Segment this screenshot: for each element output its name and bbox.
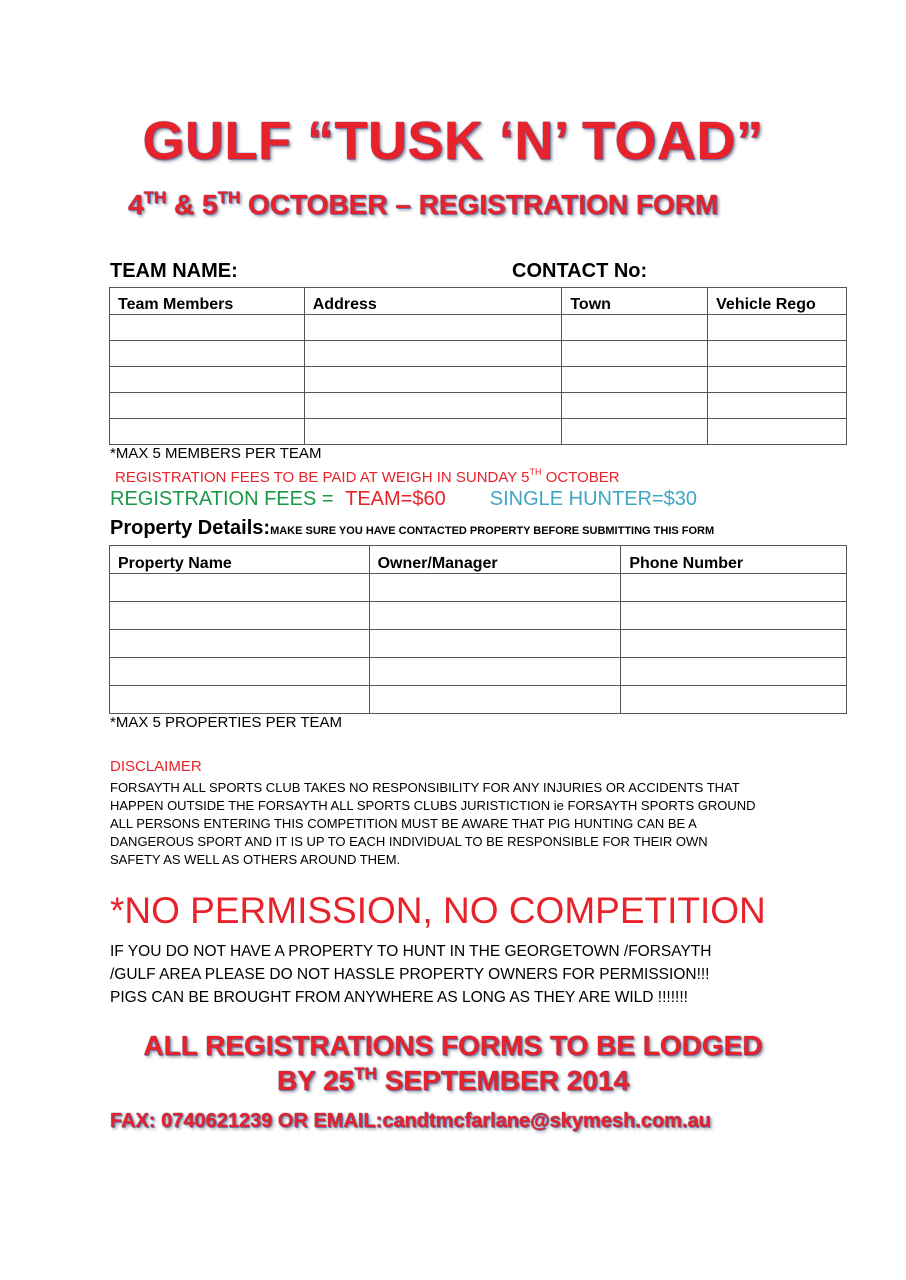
property-details-label: Property Details: bbox=[110, 517, 271, 539]
phone-number-cell[interactable] bbox=[621, 602, 847, 630]
disclaimer-heading: DISCLAIMER bbox=[110, 758, 202, 775]
table-row bbox=[110, 393, 847, 419]
member-town-cell[interactable] bbox=[562, 341, 708, 367]
column-header-property-name: Property Name bbox=[110, 546, 370, 574]
owner-manager-cell[interactable] bbox=[369, 686, 621, 714]
property-name-cell[interactable] bbox=[110, 630, 370, 658]
member-town-cell[interactable] bbox=[562, 367, 708, 393]
column-header-town: Town bbox=[562, 288, 708, 315]
form-title: GULF “TUSK ‘N’ TOAD” bbox=[142, 111, 764, 171]
property-contact-note: MAKE SURE YOU HAVE CONTACTED PROPERTY BEFORE SUBMITTING THIS FORM bbox=[270, 525, 715, 537]
column-header-team-members: Team Members bbox=[110, 288, 305, 315]
team-fee: TEAM=$60 bbox=[345, 488, 446, 510]
property-details-heading bbox=[110, 517, 714, 540]
table-row bbox=[110, 658, 847, 686]
fee-notice-text: REGISTRATION FEES TO BE PAID AT WEIGH IN SUNDAY 5 bbox=[115, 469, 530, 486]
property-name-cell[interactable] bbox=[110, 602, 370, 630]
subtitle-day2: & 5 bbox=[166, 189, 218, 220]
notice-line: /GULF AREA PLEASE DO NOT HASSLE PROPERTY OWNERS FOR PERMISSION!!! bbox=[110, 966, 710, 983]
member-address-cell[interactable] bbox=[304, 341, 562, 367]
subtitle-day1: 4 bbox=[128, 189, 144, 220]
form-subtitle bbox=[128, 188, 718, 221]
column-header-owner-manager: Owner/Manager bbox=[369, 546, 621, 574]
table-row bbox=[110, 367, 847, 393]
fax-email-contact: FAX: 0740621239 OR EMAIL:candtmcfarlane@skymesh.com.au bbox=[110, 1110, 711, 1132]
fee-payment-notice bbox=[115, 467, 620, 486]
member-name-cell[interactable] bbox=[110, 393, 305, 419]
member-rego-cell[interactable] bbox=[708, 393, 847, 419]
no-permission-headline: *NO PERMISSION, NO COMPETITION bbox=[110, 890, 766, 931]
phone-number-cell[interactable] bbox=[621, 686, 847, 714]
owner-manager-cell[interactable] bbox=[369, 630, 621, 658]
max-members-note: *MAX 5 MEMBERS PER TEAM bbox=[110, 445, 322, 462]
deadline-day: BY 25 bbox=[276, 1065, 355, 1096]
member-address-cell[interactable] bbox=[304, 393, 562, 419]
phone-number-cell[interactable] bbox=[621, 630, 847, 658]
property-name-cell[interactable] bbox=[110, 686, 370, 714]
column-header-address: Address bbox=[304, 288, 562, 315]
fee-notice-tail: OCTOBER bbox=[541, 469, 620, 486]
member-town-cell[interactable] bbox=[562, 419, 708, 445]
owner-manager-cell[interactable] bbox=[369, 574, 621, 602]
member-rego-cell[interactable] bbox=[708, 341, 847, 367]
table-row bbox=[110, 686, 847, 714]
notice-line: PIGS CAN BE BROUGHT FROM ANYWHERE AS LONG AS THEY ARE WILD !!!!!!! bbox=[110, 989, 688, 1006]
table-row bbox=[110, 630, 847, 658]
table-row bbox=[110, 602, 847, 630]
owner-manager-cell[interactable] bbox=[369, 602, 621, 630]
disclaimer-line: HAPPEN OUTSIDE THE FORSAYTH ALL SPORTS CLUBS JURISTICTION ie FORSAYTH SPORTS GROUND bbox=[110, 798, 756, 813]
disclaimer-line: ALL PERSONS ENTERING THIS COMPETITION MUST BE AWARE THAT PIG HUNTING CAN BE A bbox=[110, 816, 697, 831]
max-properties-note: *MAX 5 PROPERTIES PER TEAM bbox=[110, 714, 343, 731]
member-name-cell[interactable] bbox=[110, 367, 305, 393]
notice-line: IF YOU DO NOT HAVE A PROPERTY TO HUNT IN THE GEORGETOWN /FORSAYTH bbox=[110, 943, 712, 960]
disclaimer-text bbox=[110, 779, 810, 869]
property-name-cell[interactable] bbox=[110, 658, 370, 686]
property-table bbox=[109, 545, 847, 714]
table-row bbox=[110, 419, 847, 445]
table-header-row bbox=[110, 546, 847, 574]
deadline-month-year: SEPTEMBER 2014 bbox=[376, 1065, 630, 1096]
member-town-cell[interactable] bbox=[562, 393, 708, 419]
member-name-cell[interactable] bbox=[110, 341, 305, 367]
team-members-table bbox=[109, 287, 847, 445]
member-address-cell[interactable] bbox=[304, 367, 562, 393]
column-header-vehicle-rego: Vehicle Rego bbox=[708, 288, 847, 315]
table-header-row bbox=[110, 288, 847, 315]
disclaimer-line: FORSAYTH ALL SPORTS CLUB TAKES NO RESPONSIBILITY FOR ANY INJURIES OR ACCIDENTS THAT bbox=[110, 780, 740, 795]
registration-fees-line bbox=[110, 488, 697, 511]
team-name-label: TEAM NAME: bbox=[110, 260, 238, 282]
lodge-deadline-line1: ALL REGISTRATIONS FORMS TO BE LODGED bbox=[143, 1030, 763, 1061]
disclaimer-line: SAFETY AS WELL AS OTHERS AROUND THEM. bbox=[110, 852, 401, 867]
single-hunter-fee: SINGLE HUNTER=$30 bbox=[489, 488, 698, 510]
table-row bbox=[110, 315, 847, 341]
column-header-phone-number: Phone Number bbox=[621, 546, 847, 574]
hunting-area-notice bbox=[110, 940, 711, 1009]
member-name-cell[interactable] bbox=[110, 315, 305, 341]
fee-notice-sup: TH bbox=[529, 467, 542, 477]
member-address-cell[interactable] bbox=[304, 419, 562, 445]
member-name-cell[interactable] bbox=[110, 419, 305, 445]
deadline-sup: TH bbox=[354, 1064, 377, 1083]
table-row bbox=[110, 341, 847, 367]
disclaimer-line: DANGEROUS SPORT AND IT IS UP TO EACH INDIVIDUAL TO BE RESPONSIBLE FOR THEIR OWN bbox=[110, 834, 708, 849]
contact-number-label: CONTACT No: bbox=[512, 260, 648, 282]
member-rego-cell[interactable] bbox=[708, 419, 847, 445]
owner-manager-cell[interactable] bbox=[369, 658, 621, 686]
member-address-cell[interactable] bbox=[304, 315, 562, 341]
table-row bbox=[110, 574, 847, 602]
member-town-cell[interactable] bbox=[562, 315, 708, 341]
property-name-cell[interactable] bbox=[110, 574, 370, 602]
subtitle-sup1: TH bbox=[143, 188, 167, 207]
member-rego-cell[interactable] bbox=[708, 367, 847, 393]
subtitle-sup2: TH bbox=[217, 188, 241, 207]
fees-label: REGISTRATION FEES = bbox=[110, 488, 340, 510]
phone-number-cell[interactable] bbox=[621, 574, 847, 602]
subtitle-rest: OCTOBER – REGISTRATION FORM bbox=[240, 189, 719, 220]
member-rego-cell[interactable] bbox=[708, 315, 847, 341]
lodge-deadline-line2 bbox=[0, 1064, 906, 1097]
phone-number-cell[interactable] bbox=[621, 658, 847, 686]
